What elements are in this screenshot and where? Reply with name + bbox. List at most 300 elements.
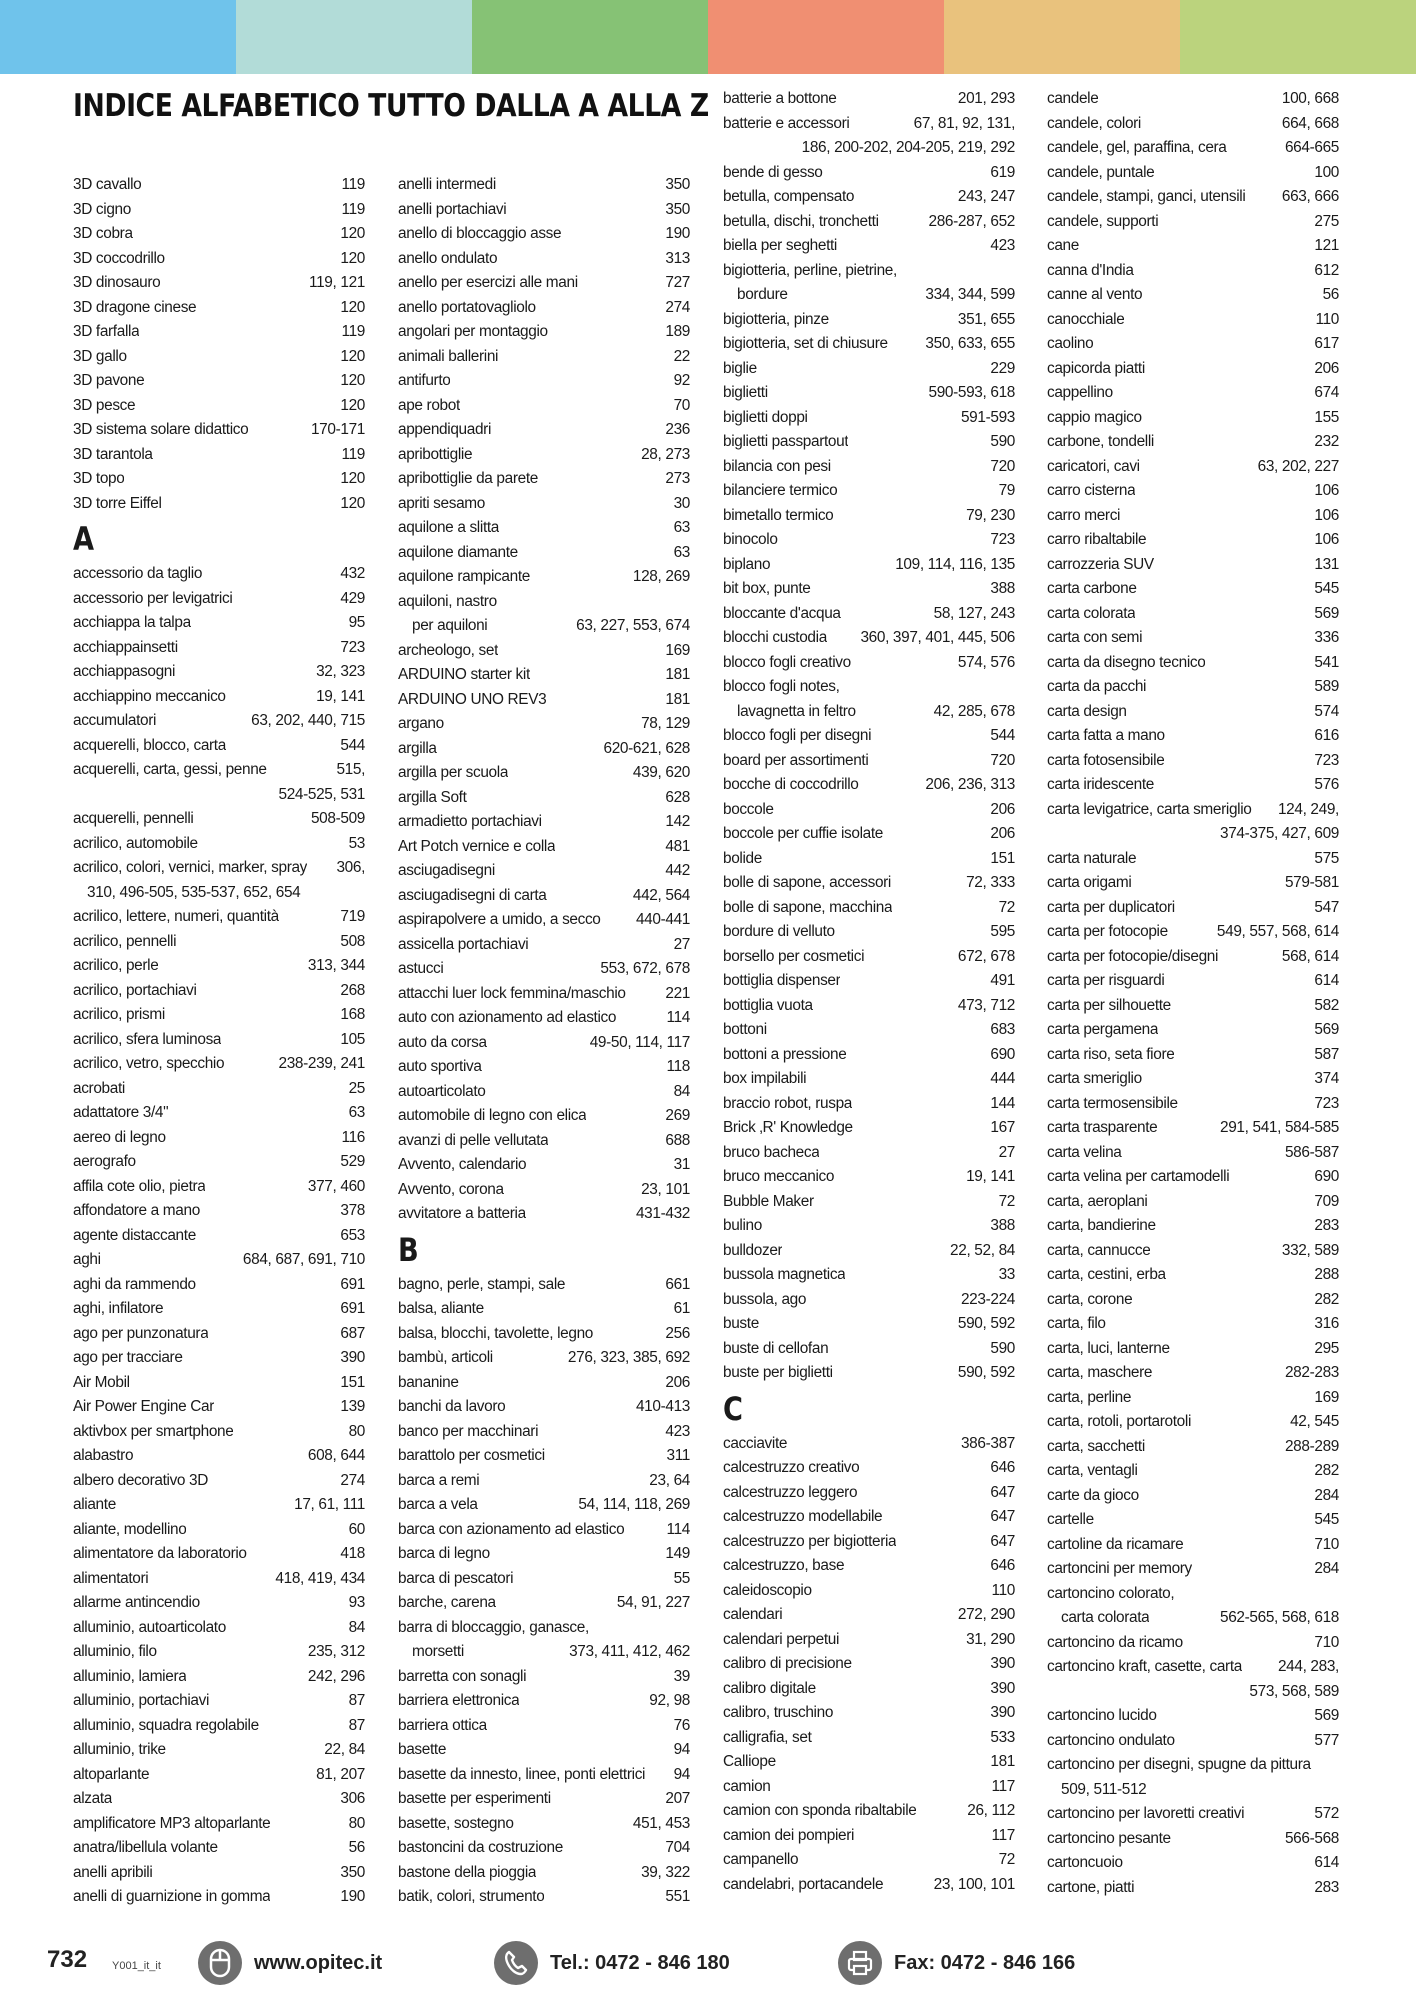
index-entry xyxy=(73,1640,365,1665)
entry-pages: 569 xyxy=(1314,1021,1339,1038)
index-entry xyxy=(73,1836,365,1861)
entry-pages: 206 xyxy=(990,825,1015,842)
entry-term: Brick ‚R' Knowledge xyxy=(723,1119,853,1136)
index-entry xyxy=(73,1150,365,1175)
entry-pages: 79 xyxy=(998,482,1015,499)
entry-pages: 574 xyxy=(1314,702,1339,720)
entry-term: cartelle xyxy=(1047,1511,1094,1528)
entry-term: basette, sostegno xyxy=(398,1814,514,1832)
entry-term: aghi, infilatore xyxy=(73,1300,164,1317)
entry-pages: 577 xyxy=(1314,1731,1339,1749)
index-entry xyxy=(73,1420,365,1445)
index-entry xyxy=(398,1542,690,1567)
index-entry xyxy=(398,688,690,713)
index-entry xyxy=(1047,1263,1339,1288)
index-entry xyxy=(73,247,365,272)
index-entry xyxy=(73,905,365,930)
entry-term: carta per duplicatori xyxy=(1047,898,1175,916)
entry-pages: 377, 460 xyxy=(307,1177,365,1195)
index-entry xyxy=(398,1763,690,1788)
index-entry xyxy=(73,734,365,759)
entry-pages: 684, 687, 691, 710 xyxy=(242,1251,365,1268)
entry-term: canna d'India xyxy=(1047,261,1134,279)
entry-term: bottoni a pressione xyxy=(723,1045,847,1063)
entry-pages: 120 xyxy=(340,249,365,267)
entry-term: carte da gioco xyxy=(1047,1486,1139,1504)
entry-term: 3D pesce xyxy=(73,396,136,414)
entry-term: basette da innesto, linee, ponti elettrici xyxy=(398,1765,646,1783)
index-entry xyxy=(73,1738,365,1763)
entry-pages: 661 xyxy=(665,1275,690,1293)
entry-pages: 80 xyxy=(348,1422,365,1440)
entry-pages: 334, 344, 599 xyxy=(925,286,1015,303)
entry-pages: 590 xyxy=(990,1339,1015,1357)
index-entry xyxy=(73,1077,365,1102)
entry-pages: 243, 247 xyxy=(957,188,1015,205)
entry-term: barretta con sonagli xyxy=(398,1667,527,1685)
entry-pages: 31, 290 xyxy=(966,1630,1015,1648)
index-entry xyxy=(398,1006,690,1031)
entry-pages: 117 xyxy=(991,1777,1015,1795)
entry-term: barriera ottica xyxy=(398,1716,487,1734)
entry-term: per aquiloni xyxy=(412,617,488,634)
index-entry xyxy=(73,1689,365,1714)
entry-term: bottiglia vuota xyxy=(723,996,813,1014)
index-entry xyxy=(1047,896,1339,921)
entry-term: carta fotosensibile xyxy=(1047,751,1165,769)
entry-term: canocchiale xyxy=(1047,310,1125,328)
entry-term: Bubble Maker xyxy=(723,1192,814,1210)
entry-term: alluminio, squadra regolabile xyxy=(73,1716,259,1734)
index-entry xyxy=(73,198,365,223)
entry-pages: 440-441 xyxy=(635,911,690,928)
index-entry xyxy=(73,443,365,468)
entry-pages: 63, 202, 227 xyxy=(1257,457,1339,475)
entry-term: campanello xyxy=(723,1851,799,1868)
entry-pages: 151 xyxy=(340,1373,365,1391)
index-column-2 xyxy=(398,173,690,1910)
section-letter: C xyxy=(723,1389,743,1428)
index-entry xyxy=(1047,259,1339,284)
entry-pages: 72, 333 xyxy=(966,874,1015,891)
entry-term: bussola magnetica xyxy=(723,1266,846,1283)
entry-pages: 288 xyxy=(1314,1266,1339,1283)
entry-term: banchi da lavoro xyxy=(398,1398,506,1415)
entry-pages: 272, 290 xyxy=(957,1606,1015,1623)
entry-term: alabastro xyxy=(73,1447,134,1464)
index-entry xyxy=(1047,749,1339,774)
entry-term: aliante, modellino xyxy=(73,1520,187,1538)
index-entry xyxy=(398,737,690,762)
entry-pages: 67, 81, 92, 131, xyxy=(913,114,1015,132)
entry-term: morsetti xyxy=(412,1643,464,1660)
index-entry xyxy=(398,1493,690,1518)
entry-term: argilla per scuola xyxy=(398,764,509,781)
entry-pages: 664, 668 xyxy=(1281,114,1339,132)
index-entry xyxy=(1047,1214,1339,1239)
index-entry xyxy=(398,1371,690,1396)
index-entry xyxy=(398,1346,690,1371)
index-entry xyxy=(723,749,1015,774)
entry-term: alluminio, trike xyxy=(73,1741,166,1758)
entry-term: autoarticolato xyxy=(398,1082,486,1100)
index-entry xyxy=(1047,675,1339,700)
entry-pages: 95 xyxy=(348,614,365,631)
entry-pages: 110 xyxy=(991,1581,1015,1599)
entry-term: buste di cellofan xyxy=(723,1339,829,1357)
entry-pages: 120 xyxy=(340,396,365,414)
index-entry xyxy=(73,1763,365,1788)
entry-pages: 119, 121 xyxy=(309,274,365,291)
entry-pages: 39 xyxy=(673,1667,690,1685)
entry-term: alimentatori xyxy=(73,1569,149,1587)
entry-pages: 206, 236, 313 xyxy=(925,776,1015,793)
index-entry xyxy=(73,1395,365,1420)
entry-term: carta, cannucce xyxy=(1047,1241,1151,1259)
entry-term: bigiotteria, perline, pietrine, xyxy=(723,261,897,279)
index-entry xyxy=(73,369,365,394)
index-entry xyxy=(1047,283,1339,308)
entry-pages: 614 xyxy=(1314,972,1339,989)
entry-pages: 590-593, 618 xyxy=(928,384,1015,401)
entry-term: buste xyxy=(723,1315,759,1332)
index-entry xyxy=(723,651,1015,676)
entry-pages: 87 xyxy=(348,1692,365,1709)
index-entry xyxy=(723,430,1015,455)
index-entry xyxy=(73,856,365,881)
entry-term: bigiotteria, set di chiusure xyxy=(723,335,888,352)
mouse-icon xyxy=(198,1941,242,1985)
entry-pages: 25 xyxy=(348,1079,365,1097)
index-entry xyxy=(398,271,690,296)
entry-pages: 410-413 xyxy=(635,1398,690,1415)
entry-term: assicella portachiavi xyxy=(398,935,529,953)
entry-term: camion dei pompieri xyxy=(723,1826,855,1844)
entry-term: bit box, punte xyxy=(723,580,811,597)
entry-pages: 128, 269 xyxy=(632,568,690,585)
entry-pages: 42, 545 xyxy=(1290,1413,1339,1430)
entry-pages: 223-224 xyxy=(960,1290,1015,1308)
index-entry xyxy=(723,308,1015,333)
index-entry xyxy=(1047,1361,1339,1386)
entry-pages: 313, 344 xyxy=(307,957,365,974)
index-entry xyxy=(1047,1484,1339,1509)
entry-pages: 282-283 xyxy=(1284,1364,1339,1381)
entry-term: bulino xyxy=(723,1217,762,1234)
entry-pages: 201, 293 xyxy=(957,90,1015,107)
index-entry-continuation: 310, 496-505, 535-537, 652, 654 xyxy=(87,883,301,901)
index-entry xyxy=(723,1726,1015,1751)
entry-term: carta per silhouette xyxy=(1047,996,1171,1014)
index-entry xyxy=(398,1080,690,1105)
entry-term: carta con semi xyxy=(1047,629,1143,646)
entry-term: allarme antincendio xyxy=(73,1594,200,1611)
entry-pages: 56 xyxy=(1322,286,1339,303)
entry-term: acquerelli, carta, gessi, penne xyxy=(73,761,267,778)
entry-pages: 691 xyxy=(340,1275,365,1293)
index-entry xyxy=(398,1861,690,1886)
entry-pages: 118 xyxy=(666,1058,690,1075)
entry-term: apriti sesamo xyxy=(398,494,485,512)
entry-pages: 350 xyxy=(665,200,690,218)
entry-term: carta iridescente xyxy=(1047,776,1154,793)
entry-pages: 283 xyxy=(1314,1878,1339,1896)
index-entry xyxy=(398,933,690,958)
entry-pages: 350, 633, 655 xyxy=(925,335,1015,352)
index-entry xyxy=(73,807,365,832)
entry-term: aereo di legno xyxy=(73,1128,166,1146)
index-entry xyxy=(1047,1459,1339,1484)
index-entry xyxy=(398,1153,690,1178)
index-entry xyxy=(1047,1116,1339,1141)
index-entry xyxy=(1047,1827,1339,1852)
entry-pages: 386-387 xyxy=(960,1434,1015,1452)
index-entry xyxy=(723,1288,1015,1313)
index-entry xyxy=(723,1677,1015,1702)
entry-pages: 119 xyxy=(341,323,365,340)
entry-term: blocco fogli notes, xyxy=(723,678,840,695)
index-entry xyxy=(73,1003,365,1028)
entry-term: carta, rotoli, portarotoli xyxy=(1047,1413,1192,1430)
entry-pages: 336 xyxy=(1314,629,1339,646)
entry-term: bloccante d'acqua xyxy=(723,604,841,622)
index-entry xyxy=(723,1432,1015,1457)
entry-pages: 55 xyxy=(673,1569,690,1587)
entry-pages: 54, 91, 227 xyxy=(616,1594,690,1611)
entry-pages: 431-432 xyxy=(635,1205,690,1222)
entry-pages: 360, 397, 401, 445, 506 xyxy=(860,629,1015,646)
index-entry xyxy=(1047,161,1339,186)
entry-term: argano xyxy=(398,715,444,732)
entry-term: asciugadisegni di carta xyxy=(398,886,547,904)
entry-term: barca di pescatori xyxy=(398,1569,514,1587)
index-entry xyxy=(73,685,365,710)
entry-term: acrilico, portachiavi xyxy=(73,981,197,999)
entry-term: batik, colori, strumento xyxy=(398,1888,545,1905)
index-entry xyxy=(1047,1851,1339,1876)
index-entry xyxy=(73,562,365,587)
fax-icon xyxy=(838,1941,882,1985)
index-entry xyxy=(398,1273,690,1298)
index-entry xyxy=(723,87,1015,112)
entry-pages: 572 xyxy=(1314,1805,1339,1822)
entry-pages: 663, 666 xyxy=(1281,188,1339,205)
index-entry xyxy=(723,773,1015,798)
index-entry xyxy=(1047,1557,1339,1582)
entry-term: canne al vento xyxy=(1047,286,1143,303)
website-link[interactable] xyxy=(198,1940,382,1986)
entry-term: avanzi di pelle vellutata xyxy=(398,1131,549,1149)
entry-term: carta per fotocopie xyxy=(1047,923,1168,940)
entry-pages: 120 xyxy=(340,298,365,316)
entry-term: agente distaccante xyxy=(73,1226,196,1244)
entry-pages: 54, 114, 118, 269 xyxy=(578,1496,690,1513)
entry-pages: 49-50, 114, 117 xyxy=(589,1033,690,1051)
entry-pages: 169 xyxy=(1314,1388,1339,1406)
entry-pages: 284 xyxy=(1314,1486,1339,1504)
entry-term: bruco bacheca xyxy=(723,1143,820,1161)
entry-pages: 100 xyxy=(1314,163,1339,181)
entry-pages: 92, 98 xyxy=(649,1692,690,1709)
index-entry xyxy=(723,504,1015,529)
entry-term: banco per macchinari xyxy=(398,1422,539,1440)
entry-pages: 388 xyxy=(990,580,1015,597)
index-entry xyxy=(398,565,690,590)
entry-term: animali ballerini xyxy=(398,347,499,365)
index-entry xyxy=(73,467,365,492)
index-entry xyxy=(723,234,1015,259)
entry-pages: 683 xyxy=(990,1021,1015,1038)
index-entry xyxy=(1047,994,1339,1019)
index-entry xyxy=(723,1456,1015,1481)
index-entry xyxy=(723,577,1015,602)
entry-pages: 672, 678 xyxy=(957,947,1015,965)
entry-pages: 614 xyxy=(1314,1854,1339,1871)
entry-term: bocche di coccodrillo xyxy=(723,776,859,793)
entry-pages: 70 xyxy=(673,396,690,414)
section-letter: A xyxy=(73,520,95,558)
entry-term: asciugadisegni xyxy=(398,862,495,879)
entry-pages: 79, 230 xyxy=(966,506,1015,524)
index-entry xyxy=(398,1787,690,1812)
index-entry xyxy=(723,259,1015,284)
entry-term: carta levigatrice, carta smeriglio xyxy=(1047,800,1252,818)
entry-term: basette per esperimenti xyxy=(398,1790,551,1807)
index-column-3 xyxy=(723,87,1015,1897)
entry-pages: 94 xyxy=(673,1765,690,1783)
index-entry xyxy=(398,1202,690,1227)
entry-pages: 719 xyxy=(340,908,365,925)
index-entry xyxy=(723,1652,1015,1677)
entry-term: argilla Soft xyxy=(398,788,467,806)
index-entry xyxy=(73,832,365,857)
index-entry xyxy=(398,859,690,884)
entry-term: auto da corsa xyxy=(398,1033,487,1051)
entry-pages: 284 xyxy=(1314,1560,1339,1577)
index-entry xyxy=(1047,651,1339,676)
entry-pages: 120 xyxy=(340,347,365,365)
entry-term: barca con azionamento ad elastico xyxy=(398,1520,625,1538)
index-column-1 xyxy=(73,173,365,1910)
entry-term: bolle di sapone, accessori xyxy=(723,874,891,891)
entry-pages: 119 xyxy=(341,445,365,463)
index-entry xyxy=(723,1628,1015,1653)
index-entry xyxy=(73,1616,365,1641)
index-entry xyxy=(398,1640,690,1665)
entry-term: alimentatore da laboratorio xyxy=(73,1545,247,1562)
entry-term: candele xyxy=(1047,90,1099,107)
index-entry xyxy=(1047,1190,1339,1215)
entry-term: boccole per cuffie isolate xyxy=(723,825,884,842)
index-entry xyxy=(398,614,690,639)
index-entry xyxy=(398,1322,690,1347)
entry-term: calcestruzzo, base xyxy=(723,1557,845,1574)
entry-pages: 110 xyxy=(1315,310,1339,328)
index-entry xyxy=(1047,577,1339,602)
index-entry xyxy=(1047,430,1339,455)
index-entry xyxy=(1047,87,1339,112)
entry-pages: 23, 64 xyxy=(649,1471,690,1489)
entry-pages: 17, 61, 111 xyxy=(294,1496,365,1513)
page-title: INDICE ALFABETICO TUTTO DALLA A ALLA Z xyxy=(73,88,709,124)
entry-pages: 206 xyxy=(990,800,1015,818)
index-entry xyxy=(398,541,690,566)
index-entry xyxy=(398,1738,690,1763)
entry-term: carro cisterna xyxy=(1047,482,1136,499)
entry-pages: 22 xyxy=(673,347,690,365)
index-entry xyxy=(398,1812,690,1837)
entry-pages: 206 xyxy=(1314,359,1339,377)
index-entry xyxy=(398,516,690,541)
color-band-4 xyxy=(708,0,944,74)
entry-pages: 106 xyxy=(1314,482,1339,499)
entry-pages: 674 xyxy=(1314,384,1339,401)
entry-term: cartoncini per memory xyxy=(1047,1560,1192,1577)
index-entry xyxy=(398,222,690,247)
entry-term: alluminio, lamiera xyxy=(73,1667,187,1685)
entry-term: biplano xyxy=(723,555,771,573)
index-entry-continuation: 573, 568, 589 xyxy=(1249,1682,1339,1700)
entry-pages: 306, xyxy=(336,859,365,876)
index-entry xyxy=(723,798,1015,823)
entry-pages: 691 xyxy=(340,1300,365,1317)
entry-pages: 22, 52, 84 xyxy=(950,1241,1015,1259)
index-entry xyxy=(398,1444,690,1469)
index-entry xyxy=(723,700,1015,725)
entry-term: carta, aeroplani xyxy=(1047,1192,1148,1210)
entry-pages: 61 xyxy=(673,1300,690,1317)
entry-pages: 575 xyxy=(1314,849,1339,867)
entry-term: caricatori, cavi xyxy=(1047,457,1140,475)
entry-pages: 63, 202, 440, 715 xyxy=(251,712,365,729)
entry-term: adattatore 3/4" xyxy=(73,1104,169,1121)
entry-pages: 579-581 xyxy=(1284,874,1339,891)
entry-term: biglietti xyxy=(723,384,768,401)
entry-term: candelabri, portacandele xyxy=(723,1875,884,1893)
entry-pages: 545 xyxy=(1314,580,1339,597)
index-entry xyxy=(73,1542,365,1567)
entry-pages: 181 xyxy=(665,690,690,708)
entry-pages: 80 xyxy=(348,1814,365,1832)
entry-term: acchiappino meccanico xyxy=(73,687,226,705)
entry-term: bordure di velluto xyxy=(723,923,835,940)
index-entry xyxy=(1047,945,1339,970)
entry-pages: 58, 127, 243 xyxy=(933,604,1015,622)
entry-pages: 541 xyxy=(1314,653,1339,671)
entry-pages: 723 xyxy=(1314,751,1339,769)
entry-pages: 114 xyxy=(666,1520,690,1538)
entry-pages: 167 xyxy=(990,1119,1015,1136)
entry-term: affondatore a mano xyxy=(73,1202,200,1219)
entry-term: 3D coccodrillo xyxy=(73,249,165,267)
index-entry xyxy=(723,675,1015,700)
index-entry xyxy=(1047,1337,1339,1362)
entry-pages: 27 xyxy=(998,1143,1015,1161)
entry-pages: 508-509 xyxy=(310,810,365,827)
entry-term: carta da disegno tecnico xyxy=(1047,653,1206,671)
entry-pages: 276, 323, 385, 692 xyxy=(567,1349,690,1366)
entry-term: calcestruzzo modellabile xyxy=(723,1508,883,1525)
entry-term: cartoncino colorato, xyxy=(1047,1584,1175,1602)
entry-pages: 544 xyxy=(990,727,1015,744)
entry-term: calibro di precisione xyxy=(723,1655,852,1672)
entry-pages: 439, 620 xyxy=(632,764,690,781)
entry-pages: 120 xyxy=(340,372,365,389)
entry-term: bilanciere termico xyxy=(723,482,838,499)
entry-term: anello per esercizi alle mani xyxy=(398,274,578,291)
index-entry-continuation: 186, 200-202, 204-205, 219, 292 xyxy=(801,139,1015,156)
entry-term: anello di bloccaggio asse xyxy=(398,225,562,242)
